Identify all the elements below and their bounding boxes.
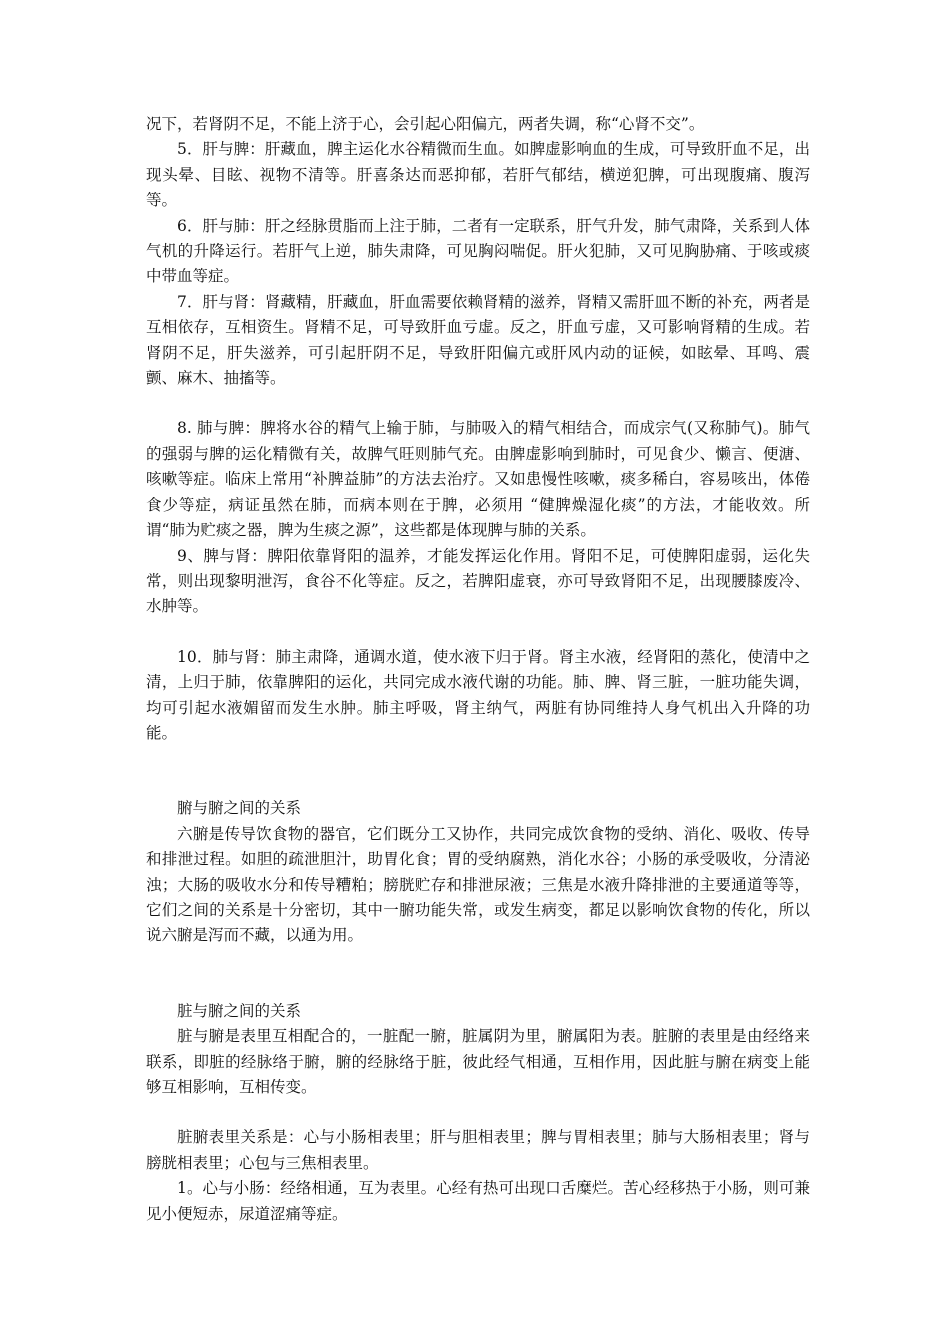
spacer [146, 1100, 810, 1125]
paragraph-heart-kidney-tail: 况下，若肾阴不足，不能上济于心，会引起心阳偏亢，两者失调，称“心肾不交”。 [146, 115, 705, 133]
paragraph-liver-kidney: 7．肝与肾：肾藏精，肝藏血，肝血需要依赖肾精的滋养，肾精又需肝皿不断的补充，两者是互相依存，互相资生。肾精不足，可导致肝血亏虚。反之，肝血亏虚，又可影响肾精的生成。若肾阴不足，肝失滋养，可引起肝阴不足，导致肝阳偏亢或肝风内动的证候，如眩晕、耳鸣、震颤、麻木、抽搐等。 [146, 292, 810, 388]
spacer [146, 746, 810, 796]
paragraph-zang-fu-exterior-interior: 脏与腑是表里互相配合的，一脏配一腑，脏属阴为里，腑属阳为表。脏腑的表里是由经络来联系，即脏的经脉络于腑，腑的经脉络于脏，彼此经气相通，互相作用，因此脏与腑在病变上能够互相影响，互相传变。 [146, 1027, 810, 1096]
spacer [146, 391, 810, 416]
spacer [146, 949, 810, 999]
section-heading-fu-fu: 腑与腑之间的关系 [177, 799, 302, 818]
spacer [146, 620, 810, 645]
paragraph-liver-spleen: 5．肝与脾：肝藏血，脾主运化水谷精微而生血。如脾虚影响血的生成，可导致肝血不足，出现头晕、目眩、视物不清等。肝喜条达而恶抑郁，若肝气郁结，横逆犯脾，可出现腹痛、腹泻等。 [146, 140, 810, 210]
paragraph-lung-spleen: 8. 肺与脾：脾将水谷的精气上输于肺，与肺吸入的精气相结合，而成宗气(又称肺气)。肺气的强弱与脾的运化精微有关，故脾气旺则肺气充。由脾虚影响到肺时，可见食少、懒言、便溏、咳嗽等症。临床上常用“补脾益肺”的方法去治疗。又如患慢性咳嗽，痰多稀白，容易咳出，体倦食少等症，病证虽然在肺，而病本则在于脾，必须用 “健脾燥湿化痰”的方法，才能收效。所谓“肺为贮痰之器，脾为生痰之源”，这些都是体现脾与肺的关系。 [146, 419, 810, 540]
paragraph-liver-lung: 6．肝与肺：肝之经脉贯脂而上注于肺，二者有一定联系，肝气升发，肺气肃降，关系到人体气机的升降运行。若肝气上逆，肺失肃降，可见胸闷喘促。肝火犯肺，又可见胸胁痛、于咳或痰中带血等症。 [146, 216, 810, 286]
section-heading-zang-fu: 脏与腑之间的关系 [177, 1001, 302, 1020]
paragraph-lung-kidney: 10．肺与肾：肺主肃降，通调水道，使水液下归于肾。肾主水液，经肾阳的蒸化，使清中之清，上归于肺，依靠脾阳的运化，共同完成水液代谢的功能。肺、脾、肾三脏，一脏功能失调，均可引起水液媚留而发生水肿。肺主呼吸，肾主纳气，两脏有协同维持人身气机出入升降的功能。 [146, 647, 810, 742]
paragraph-heart-small-intestine: 1。心与小肠：经络相通，互为表里。心经有热可出现口舌糜烂。苦心经移热于小肠，则可兼见小便短赤，尿道涩痛等症。 [146, 1179, 810, 1223]
paragraph-six-fu: 六腑是传导饮食物的器官，它们既分工又协作，共同完成饮食物的受纳、消化、吸收、传导和排泄过程。如胆的疏泄胆汁，助胃化食；胃的受纳腐熟，消化水谷；小肠的承受吸收，分清泌浊；大肠的吸收水分和传导糟粕；膀胱贮存和排泄尿液；三焦是水液升降排泄的主要通道等等，它们之间的关系是十分密切，其中一腑功能失常，或发生病变，都足以影响饮食物的传化，所以说六腑是泻而不藏，以通为用。 [146, 824, 810, 945]
paragraph-zang-fu-pairs: 脏腑表里关系是：心与小肠相表里；肝与胆相表里；脾与胃相表里；肺与大肠相表里；肾与膀胱相表里；心包与三焦相表里。 [146, 1128, 810, 1172]
document-page [146, 112, 810, 1227]
paragraph-spleen-kidney: 9、脾与肾：脾阳依靠肾阳的温养，才能发挥运化作用。肾阳不足，可使脾阳虚弱，运化失常，则出现黎明泄泻，食谷不化等症。反之，若脾阳虚衰，亦可导致肾阳不足，出现腰膝废冷、水肿等。 [146, 546, 810, 616]
